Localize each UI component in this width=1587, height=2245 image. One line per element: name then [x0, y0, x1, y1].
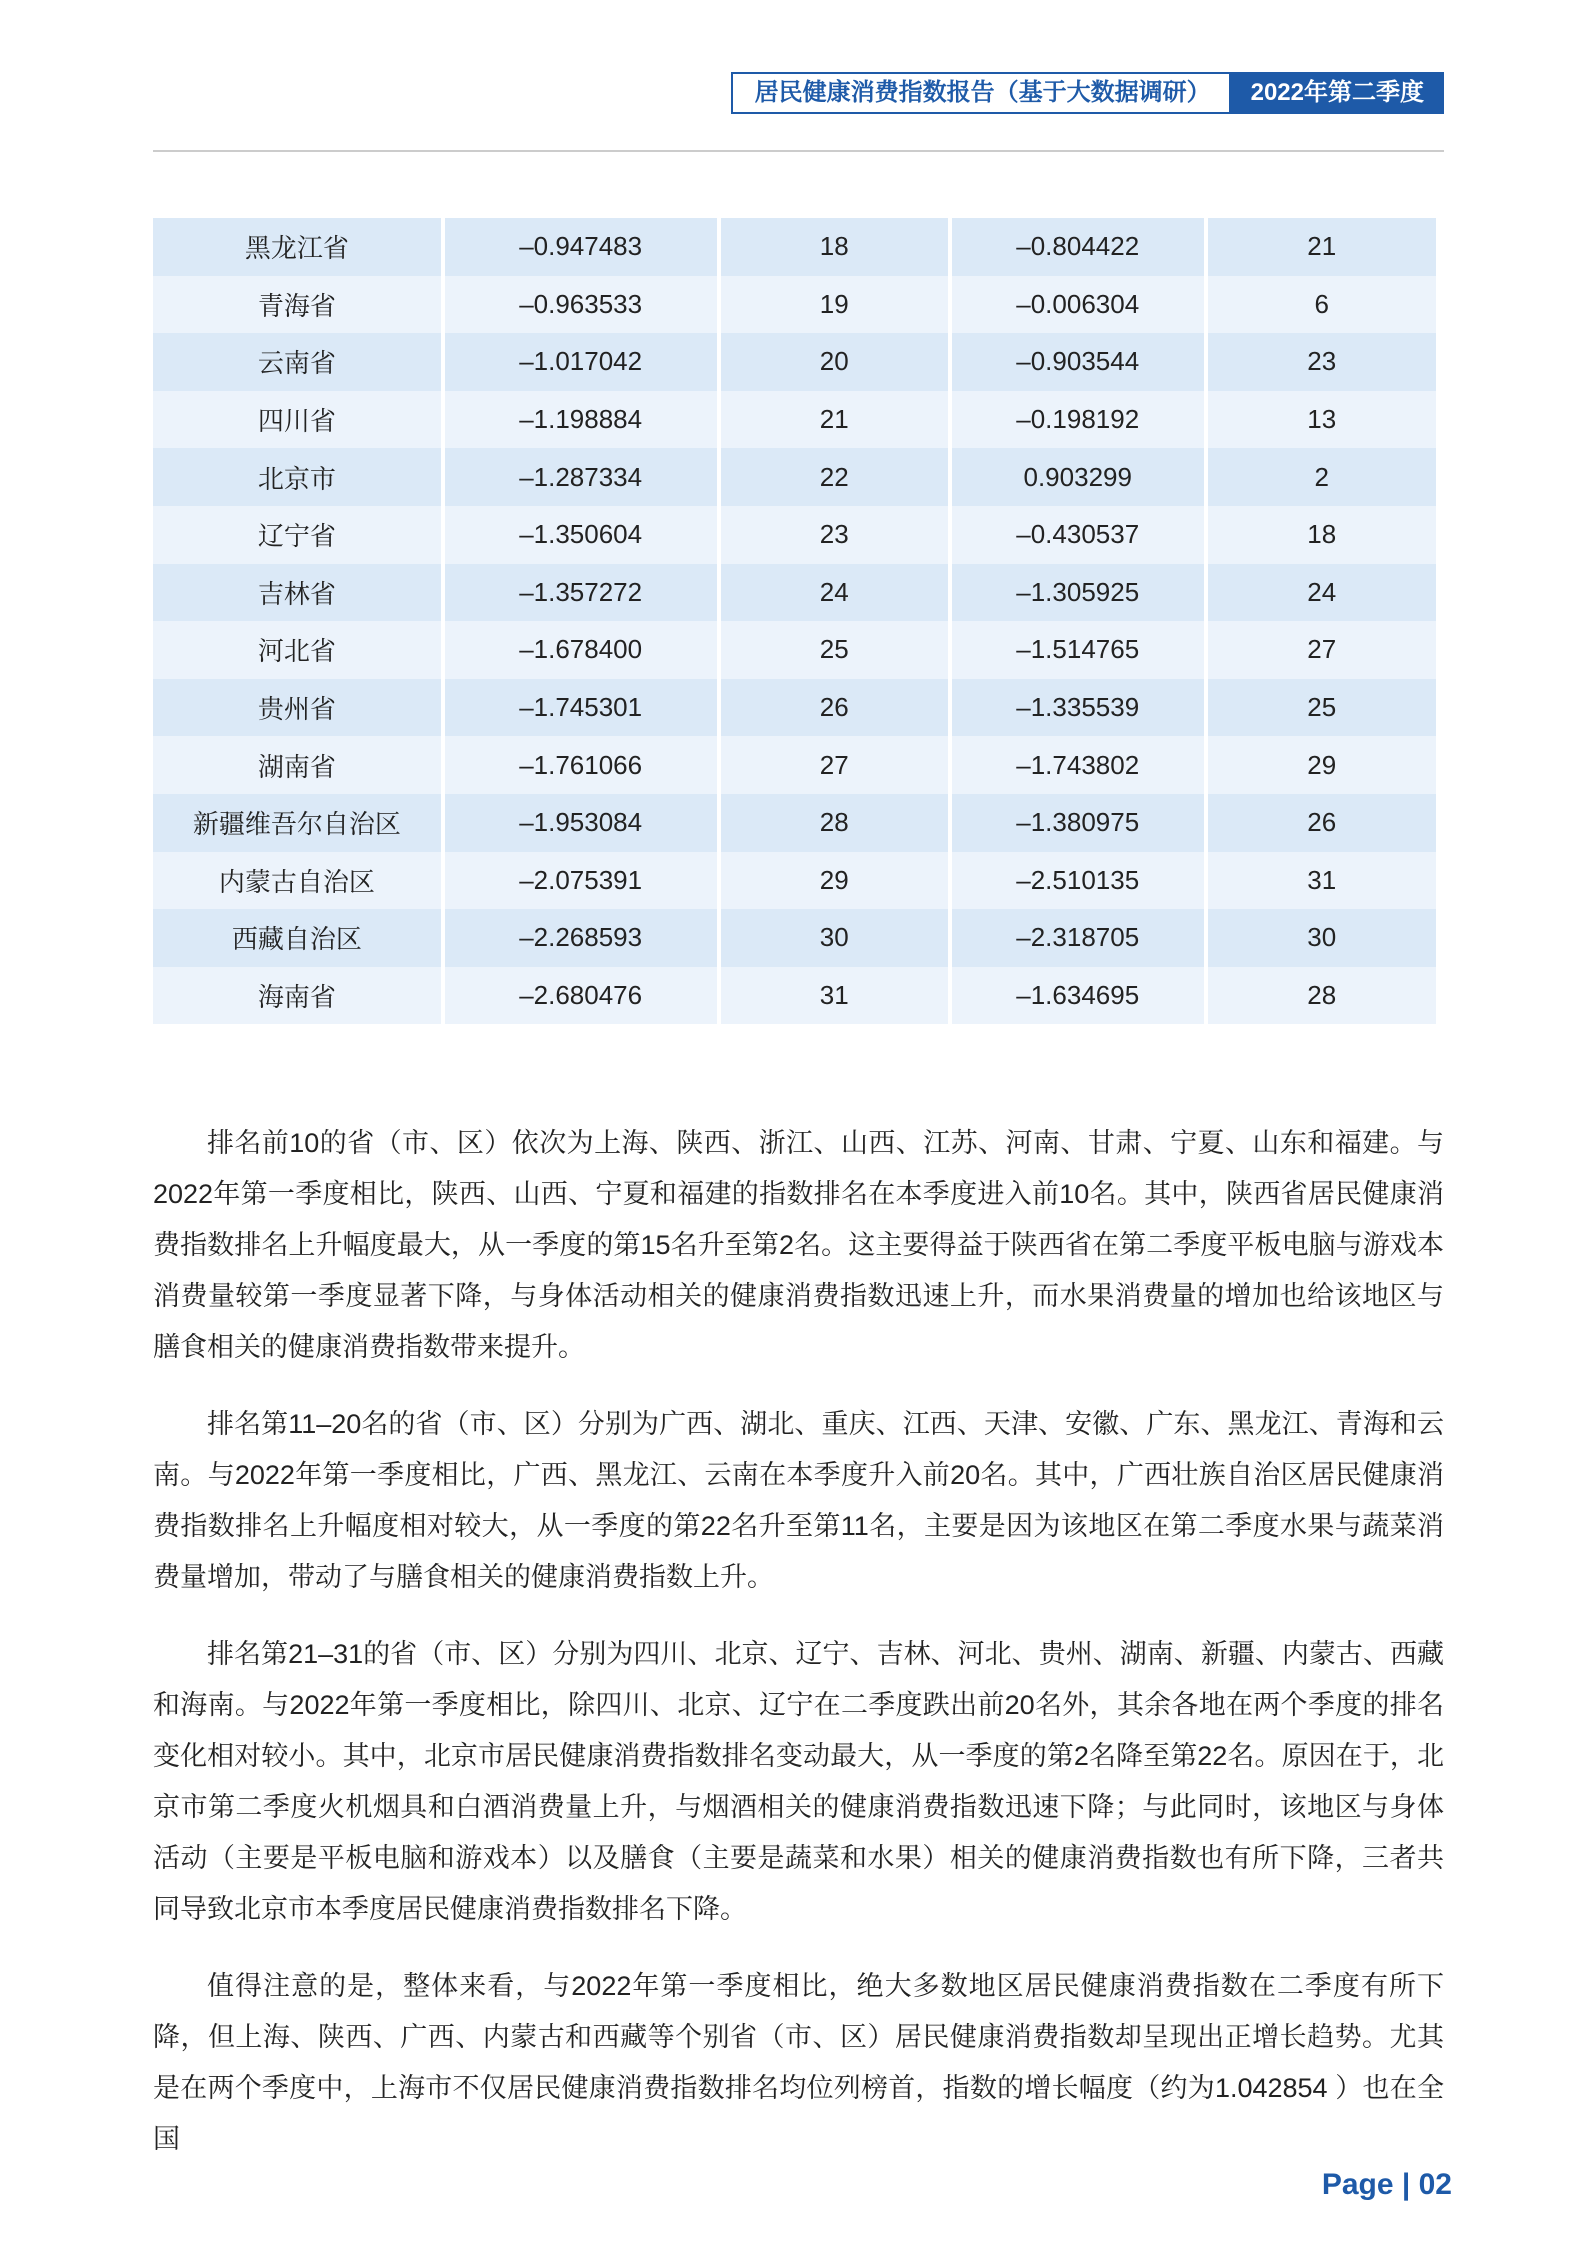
- index-q2-cell: –2.075391: [445, 852, 717, 910]
- index-q2-cell: –1.357272: [445, 564, 717, 622]
- index-q2-cell: –1.287334: [445, 448, 717, 506]
- table-row: [153, 852, 1436, 910]
- region-cell: 青海省: [153, 276, 441, 334]
- rank-q1-cell: 13: [1208, 391, 1436, 449]
- table-row: [153, 448, 1436, 506]
- index-q1-cell: 0.903299: [952, 448, 1204, 506]
- index-q1-cell: –1.305925: [952, 564, 1204, 622]
- rank-q1-cell: 28: [1208, 967, 1436, 1025]
- rank-q2-cell: 23: [721, 506, 948, 564]
- rank-q1-cell: 26: [1208, 794, 1436, 852]
- rank-q2-cell: 21: [721, 391, 948, 449]
- rank-q1-cell: 29: [1208, 736, 1436, 794]
- region-cell: 湖南省: [153, 736, 441, 794]
- rank-q2-cell: 31: [721, 967, 948, 1025]
- index-q1-cell: –1.514765: [952, 621, 1204, 679]
- table-row: [153, 276, 1436, 334]
- index-q2-cell: –1.745301: [445, 679, 717, 737]
- index-q2-cell: –1.350604: [445, 506, 717, 564]
- index-q2-cell: –2.680476: [445, 967, 717, 1025]
- rank-q2-cell: 19: [721, 276, 948, 334]
- ranking-table: [149, 218, 1440, 1024]
- table-row: [153, 679, 1436, 737]
- index-q1-cell: –1.335539: [952, 679, 1204, 737]
- rank-q2-cell: 18: [721, 218, 948, 276]
- region-cell: 黑龙江省: [153, 218, 441, 276]
- rank-q1-cell: 23: [1208, 333, 1436, 391]
- table-row: [153, 218, 1436, 276]
- rank-q2-cell: 29: [721, 852, 948, 910]
- region-cell: 北京市: [153, 448, 441, 506]
- table-row: [153, 909, 1436, 967]
- paragraph: 排名第21–31的省（市、区）分别为四川、北京、辽宁、吉林、河北、贵州、湖南、新疆、内蒙古、西藏和海南。与2022年第一季度相比，除四川、北京、辽宁在二季度跌出前20名外，其余各地在两个季度的排名变化相对较小。其中，北京市居民健康消费指数排名变动最大，从一季度的第2名降至第22名。原因在于，北京市第二季度火机烟具和白酒消费量上升，与烟酒相关的健康消费指数迅速下降；与此同时，该地区与身体活动（主要是平板电脑和游戏本）以及膳食（主要是蔬菜和水果）相关的健康消费指数也有所下降，三者共同导致北京市本季度居民健康消费指数排名下降。: [153, 1639, 1444, 1924]
- region-cell: 河北省: [153, 621, 441, 679]
- region-cell: 吉林省: [153, 564, 441, 622]
- rank-q1-cell: 25: [1208, 679, 1436, 737]
- table-row: [153, 564, 1436, 622]
- rank-q2-cell: 28: [721, 794, 948, 852]
- index-q1-cell: –0.430537: [952, 506, 1204, 564]
- paragraph: 排名前10的省（市、区）依次为上海、陕西、浙江、山西、江苏、河南、甘肃、宁夏、山东和福建。与2022年第一季度相比，陕西、山西、宁夏和福建的指数排名在本季度进入前10名。其中，陕西省居民健康消费指数排名上升幅度最大，从一季度的第15名升至第2名。这主要得益于陕西省在第二季度平板电脑与游戏本消费量较第一季度显著下降，与身体活动相关的健康消费指数迅速上升，而水果消费量的增加也给该地区与膳食相关的健康消费指数带来提升。: [153, 1128, 1444, 1362]
- rank-q2-cell: 25: [721, 621, 948, 679]
- index-q2-cell: –1.198884: [445, 391, 717, 449]
- index-q2-cell: –1.678400: [445, 621, 717, 679]
- index-q1-cell: –0.198192: [952, 391, 1204, 449]
- region-cell: 四川省: [153, 391, 441, 449]
- index-q2-cell: –2.268593: [445, 909, 717, 967]
- paragraph: 值得注意的是，整体来看，与2022年第一季度相比，绝大多数地区居民健康消费指数在二季度有所下降，但上海、陕西、广西、内蒙古和西藏等个别省（市、区）居民健康消费指数却呈现出正增长趋势。尤其是在两个季度中，上海市不仅居民健康消费指数排名均位列榜首，指数的增长幅度（约为1.042854 ）也在全国: [153, 1971, 1444, 2154]
- report-period: 2022年第二季度: [1231, 72, 1444, 114]
- report-header: [731, 72, 1444, 114]
- report-title: 居民健康消费指数报告（基于大数据调研）: [731, 72, 1231, 114]
- rank-q1-cell: 30: [1208, 909, 1436, 967]
- index-q1-cell: –0.006304: [952, 276, 1204, 334]
- rank-q2-cell: 20: [721, 333, 948, 391]
- rank-q1-cell: 6: [1208, 276, 1436, 334]
- index-q1-cell: –2.318705: [952, 909, 1204, 967]
- index-q1-cell: –1.743802: [952, 736, 1204, 794]
- index-q1-cell: –0.804422: [952, 218, 1204, 276]
- region-cell: 海南省: [153, 967, 441, 1025]
- index-q2-cell: –1.017042: [445, 333, 717, 391]
- index-q2-cell: –1.761066: [445, 736, 717, 794]
- table-row: [153, 506, 1436, 564]
- paragraph: 排名第11–20名的省（市、区）分别为广西、湖北、重庆、江西、天津、安徽、广东、黑龙江、青海和云南。与2022年第一季度相比，广西、黑龙江、云南在本季度升入前20名。其中，广西壮族自治区居民健康消费指数排名上升幅度相对较大，从一季度的第22名升至第11名，主要是因为该地区在第二季度水果与蔬菜消费量增加，带动了与膳食相关的健康消费指数上升。: [153, 1409, 1444, 1592]
- rank-q1-cell: 2: [1208, 448, 1436, 506]
- rank-q2-cell: 26: [721, 679, 948, 737]
- index-q1-cell: –2.510135: [952, 852, 1204, 910]
- rank-q2-cell: 27: [721, 736, 948, 794]
- index-q1-cell: –0.903544: [952, 333, 1204, 391]
- table-row: [153, 794, 1436, 852]
- rank-q2-cell: 30: [721, 909, 948, 967]
- rank-q2-cell: 24: [721, 564, 948, 622]
- region-cell: 贵州省: [153, 679, 441, 737]
- region-cell: 云南省: [153, 333, 441, 391]
- rank-q1-cell: 21: [1208, 218, 1436, 276]
- page-number: Page | 02: [1321, 2168, 1452, 2201]
- rank-q1-cell: 24: [1208, 564, 1436, 622]
- table-row: [153, 621, 1436, 679]
- region-cell: 西藏自治区: [153, 909, 441, 967]
- table-row: [153, 967, 1436, 1025]
- table-row: [153, 333, 1436, 391]
- region-cell: 内蒙古自治区: [153, 852, 441, 910]
- rank-q1-cell: 31: [1208, 852, 1436, 910]
- index-q2-cell: –0.947483: [445, 218, 717, 276]
- index-q1-cell: –1.634695: [952, 967, 1204, 1025]
- table-row: [153, 391, 1436, 449]
- region-cell: 辽宁省: [153, 506, 441, 564]
- rank-q1-cell: 27: [1208, 621, 1436, 679]
- body-text: [153, 1118, 1444, 2191]
- rank-q1-cell: 18: [1208, 506, 1436, 564]
- index-q1-cell: –1.380975: [952, 794, 1204, 852]
- index-q2-cell: –0.963533: [445, 276, 717, 334]
- table-row: [153, 736, 1436, 794]
- header-divider: [153, 150, 1444, 152]
- region-cell: 新疆维吾尔自治区: [153, 794, 441, 852]
- rank-q2-cell: 22: [721, 448, 948, 506]
- index-q2-cell: –1.953084: [445, 794, 717, 852]
